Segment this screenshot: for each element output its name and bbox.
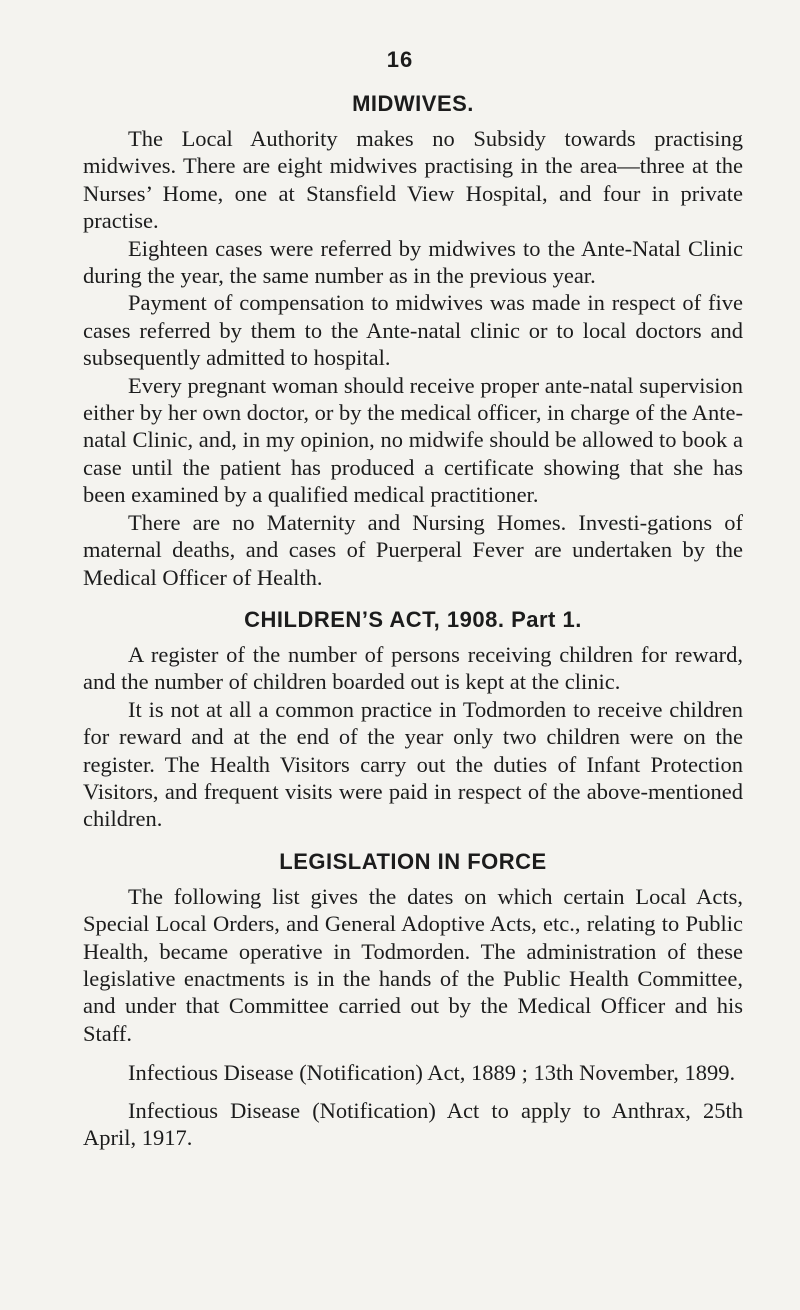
legislation-list-item: Infectious Disease (Notification) Act, 1889 ; 13th November, 1899. (128, 1060, 736, 1086)
paragraph: Every pregnant woman should receive proper ante-natal supervision either by her own doctor, or by the medical officer, in charge of the Ante-natal Clinic, and, in my opinion, no midwife should be allowed to book a case until the patient has produced a certificate showing that she has been examined by a qualified medical practitioner. (83, 372, 743, 508)
paragraph: The Local Authority makes no Subsidy towards practising midwives. There are eight midwives practising in the area—three at the Nurses’ Home, one at Stansfield View Hospital, and four in private practise. (83, 126, 743, 234)
paragraph: A register of the number of persons receiving children for reward, and the number of children boarded out is kept at the clinic. (83, 641, 743, 695)
section-heading-midwives: MIDWIVES. (352, 91, 474, 116)
paragraph: It is not at all a common practice in Todmorden to receive children for reward and at the end of the year only two children were on the register. The Health Visitors carry out the duties of Infant Protection Visitors, and frequent visits were paid in respect of the above-mentioned children. (83, 696, 743, 832)
paragraph: Payment of compensation to midwives was made in respect of five cases referred by them to the Ante-natal clinic or to local doctors and subsequently admitted to hospital. (83, 290, 743, 371)
page-number: 16 (386, 47, 414, 72)
section-heading-legislation: LEGISLATION IN FORCE (279, 848, 547, 874)
paragraph: The following list gives the dates on which certain Local Acts, Special Local Orders, and General Adoptive Acts, etc., relating to Public Health, became operative in Todmorden. The administration of these legislative enactments is in the hands of the Public Health Committee, and under that Committee carried out by the Medical Officer and his Staff. (83, 883, 743, 1046)
legislation-list-item: Infectious Disease (Notification) Act to apply to Anthrax, 25th April, 1917. (83, 1097, 743, 1150)
paragraph: Eighteen cases were referred by midwives to the Ante-Natal Clinic during the year, the same number as in the previous year. (83, 235, 743, 289)
page-content (83, 86, 743, 1151)
section-heading-childrens-act: CHILDREN’S ACT, 1908. Part 1. (244, 606, 582, 632)
paragraph: There are no Maternity and Nursing Homes. Investi-gations of maternal deaths, and cases of Puerperal Fever are undertaken by the Medical Officer of Health. (83, 509, 743, 590)
